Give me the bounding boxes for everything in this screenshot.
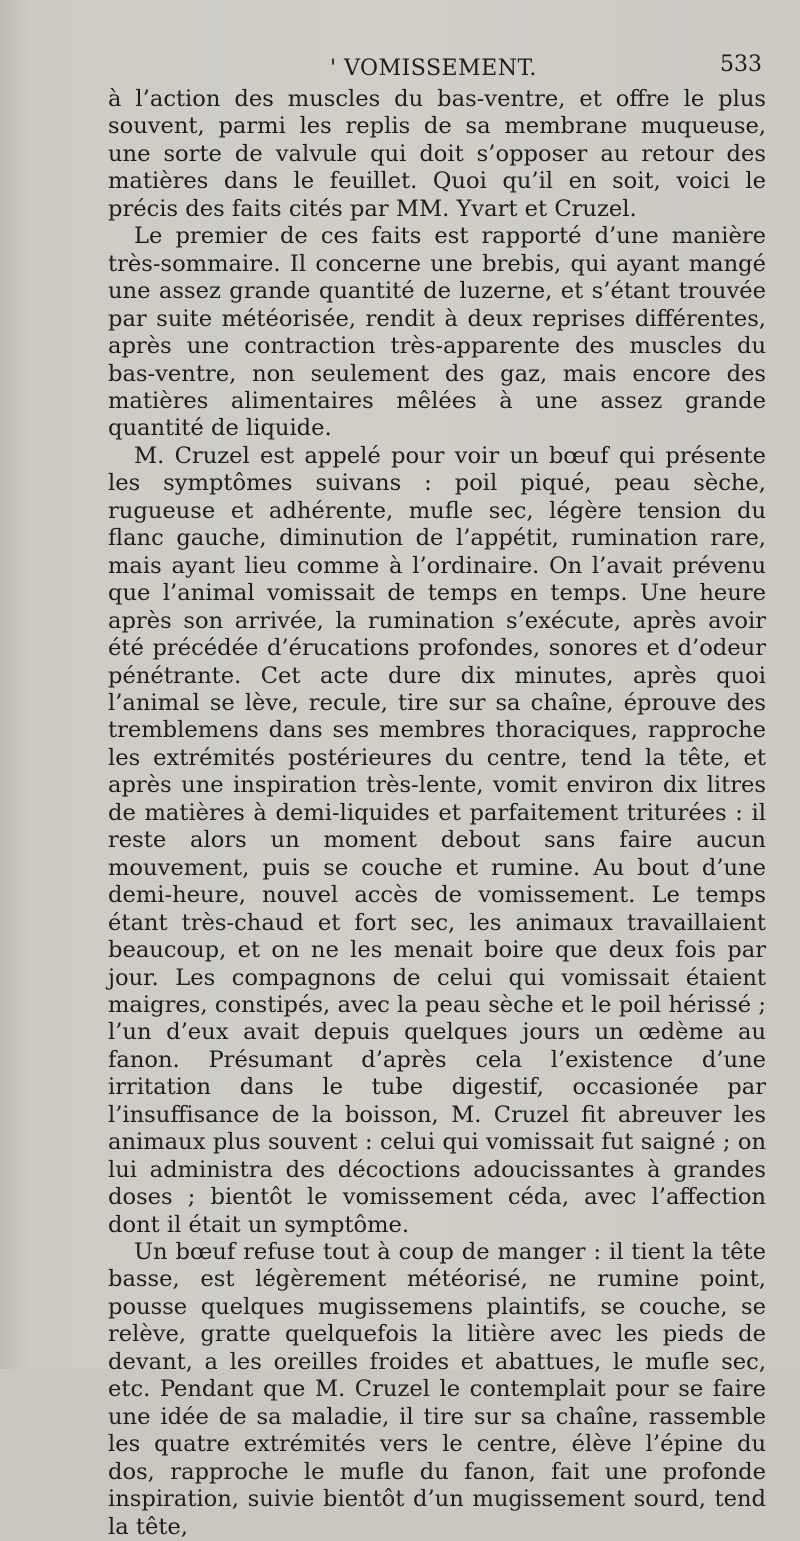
paragraph-continuation: à l’action des muscles du bas-ventre, et offre le plus souvent, parmi les replis de sa membrane muqueuse, une sorte de valvule qui doit s’opposer au retour des matières dans le feuillet. Quoi qu’il en soit, voici le précis des faits cités par MM. Yvart et Cruzel. xyxy=(108,86,766,222)
paragraph-brebis: Le premier de ces faits est rapporté d’une manière très-sommaire. Il concerne une brebis, qui ayant mangé une assez grande quantité de luzerne, et s’étant trouvée par suite météorisée, rendit à deux reprises différentes, après une contraction très-apparente des muscles du bas-ventre, non seulement des gaz, mais encore des matières alimentaires mêlées à une assez grande quantité de liquide. xyxy=(108,223,766,442)
paragraph-second-boeuf: Un bœuf refuse tout à coup de manger : il tient la tête basse, est légèrement météorisé, ne rumine point, pousse quelques mugissemens plaintifs, se couche, se relève, gratte quelquefois la litière avec les pieds de devant, a les oreilles froides et abattues, le mufle sec, etc. Pendant que M. Cruzel le contemplait pour se faire une idée de sa maladie, il tire sur sa chaîne, rassemble les quatre extrémités vers le centre, élève l’épine du dos, rapproche le mufle du fanon, fait une profonde inspiration, suivie bientôt d’un mugissement sourd, tend la tête, xyxy=(108,1239,766,1540)
body-text xyxy=(108,86,766,1541)
running-title: ' VOMISSEMENT. xyxy=(330,56,537,81)
running-head xyxy=(108,50,766,86)
page-number: 533 xyxy=(720,52,762,77)
paragraph-cruzel-boeuf: M. Cruzel est appelé pour voir un bœuf qui présente les symptômes suivans : poil piqué, peau sèche, rugueuse et adhérente, mufle sec, légère tension du flanc gauche, diminution de l’appétit, rumination rare, mais ayant lieu comme à l’ordinaire. On l’avait prévenu que l’animal vomissait de temps en temps. Une heure après son arrivée, la rumination s’exécute, après avoir été précédée d’érucations profondes, sonores et d’odeur pénétrante. Cet acte dure dix minutes, après quoi l’animal se lève, recule, tire sur sa chaîne, éprouve des tremblemens dans ses membres thoraciques, rapproche les extrémités postérieures du centre, tend la tête, et après une inspiration très-lente, vomit environ dix litres de matières à demi-liquides et parfaitement triturées : il reste alors un moment debout sans faire aucun mouvement, puis se couche et rumine. Au bout d’une demi-heure, nouvel accès de vomissement. Le temps étant très-chaud et fort sec, les animaux travaillaient beaucoup, et on ne les menait boire que deux fois par jour. Les compagnons de celui qui vomissait étaient maigres, constipés, avec la peau sèche et le poil hérissé ; l’un d’eux avait depuis quelques jours un œdème au fanon. Présumant d’après cela l’existence d’une irritation dans le tube digestif, occasionée par l’insuffisance de la boisson, M. Cruzel fit abreuver les animaux plus souvent : celui qui vomissait fut saigné ; on lui administra des décoctions adoucissantes à grandes doses ; bientôt le vomissement céda, avec l’affection dont il était un symptôme. xyxy=(108,442,766,1238)
